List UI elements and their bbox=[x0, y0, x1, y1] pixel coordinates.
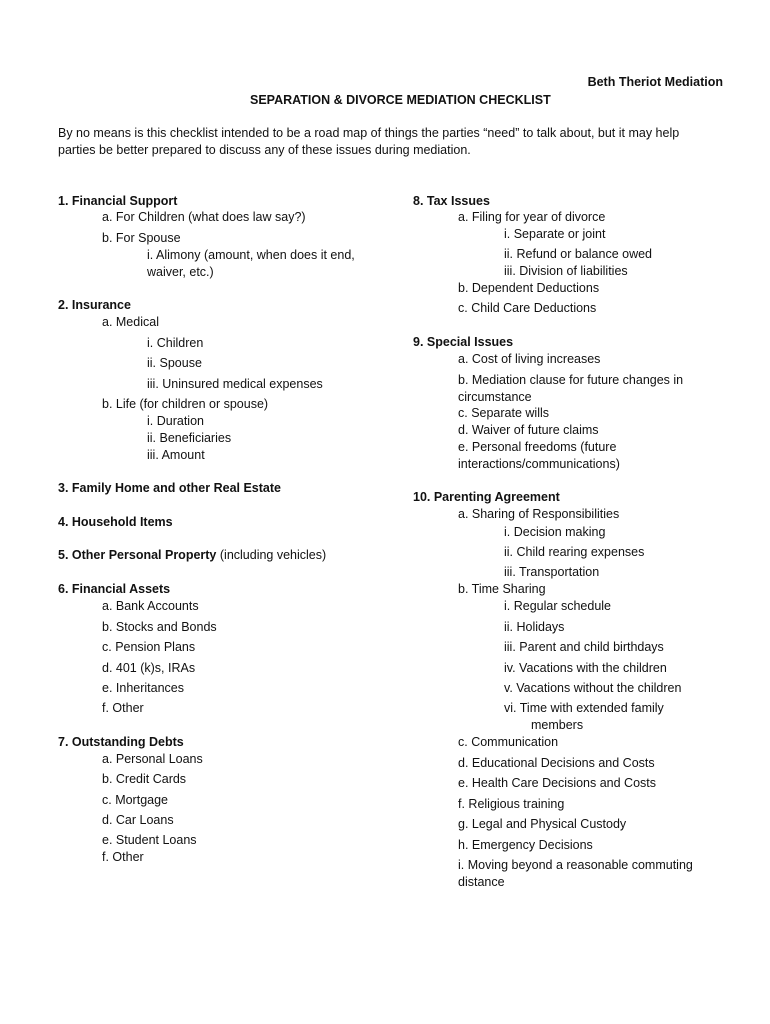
list-item: c. Child Care Deductions bbox=[458, 301, 597, 315]
list-item: iii. Transportation bbox=[504, 565, 600, 579]
list-item: iii. Division of liabilities bbox=[504, 264, 628, 278]
list-item: h. Emergency Decisions bbox=[458, 838, 593, 852]
list-item: i. Regular schedule bbox=[504, 599, 612, 613]
list-item: circumstance bbox=[458, 390, 532, 404]
list-item: e. Health Care Decisions and Costs bbox=[458, 776, 657, 790]
section-tax-issues-heading: 8. Tax Issues bbox=[413, 194, 490, 208]
list-item: b. Dependent Deductions bbox=[458, 281, 600, 295]
list-item: d. Car Loans bbox=[102, 813, 174, 827]
document-title: SEPARATION & DIVORCE MEDIATION CHECKLIST bbox=[250, 93, 551, 107]
list-item: a. Personal Loans bbox=[102, 752, 203, 766]
section-financial-assets-heading: 6. Financial Assets bbox=[58, 582, 171, 596]
list-item: a. For Children (what does law say?) bbox=[102, 210, 306, 224]
section-other-personal-property-heading bbox=[58, 547, 326, 564]
list-item: d. Educational Decisions and Costs bbox=[458, 756, 655, 770]
list-item: i. Moving beyond a reasonable commuting bbox=[458, 858, 693, 872]
list-item: i. Alimony (amount, when does it end, bbox=[147, 248, 355, 262]
list-item: a. Bank Accounts bbox=[102, 599, 199, 613]
list-item: members bbox=[531, 718, 584, 732]
list-item: a. Sharing of Responsibilities bbox=[458, 507, 620, 521]
list-item: ii. Holidays bbox=[504, 620, 565, 634]
list-item: f. Other bbox=[102, 701, 144, 715]
intro-paragraph: By no means is this checklist intended to be a road map of things the parties “need” to talk about, but it may help parties be better prepared to discuss any of these issues during mediation. bbox=[58, 126, 680, 157]
list-item: i. Children bbox=[147, 336, 204, 350]
list-item: b. Credit Cards bbox=[102, 772, 187, 786]
section-insurance-heading: 2. Insurance bbox=[58, 298, 131, 312]
list-item: iv. Vacations with the children bbox=[504, 661, 667, 675]
list-item: c. Pension Plans bbox=[102, 640, 196, 654]
list-item: a. Medical bbox=[102, 315, 159, 329]
list-item: ii. Spouse bbox=[147, 356, 202, 370]
organization-name: Beth Theriot Mediation bbox=[587, 75, 723, 89]
list-item: a. Filing for year of divorce bbox=[458, 210, 606, 224]
list-item: iii. Uninsured medical expenses bbox=[147, 377, 323, 391]
list-item: b. Stocks and Bonds bbox=[102, 620, 217, 634]
list-item: i. Separate or joint bbox=[504, 227, 606, 241]
section-household-items-heading: 4. Household Items bbox=[58, 515, 173, 529]
list-item: vi. Time with extended family bbox=[504, 701, 664, 715]
list-item: b. For Spouse bbox=[102, 231, 181, 245]
list-item: e. Student Loans bbox=[102, 833, 197, 847]
section-special-issues-heading: 9. Special Issues bbox=[413, 335, 514, 349]
list-item: i. Duration bbox=[147, 414, 204, 428]
list-item: c. Separate wills bbox=[458, 406, 550, 420]
section-outstanding-debts-heading: 7. Outstanding Debts bbox=[58, 735, 184, 749]
section-suffix: (including vehicles) bbox=[219, 548, 327, 562]
list-item: c. Communication bbox=[458, 735, 559, 749]
list-item: waiver, etc.) bbox=[147, 265, 214, 279]
list-item: g. Legal and Physical Custody bbox=[458, 817, 627, 831]
list-item: ii. Beneficiaries bbox=[147, 431, 232, 445]
list-item: a. Cost of living increases bbox=[458, 352, 601, 366]
section-title: 5. Other Personal Property bbox=[58, 548, 217, 562]
list-item: e. Inheritances bbox=[102, 681, 184, 695]
list-item: v. Vacations without the children bbox=[504, 681, 682, 695]
list-item: ii. Child rearing expenses bbox=[504, 545, 645, 559]
list-item: b. Life (for children or spouse) bbox=[102, 397, 269, 411]
list-item: f. Religious training bbox=[458, 797, 565, 811]
list-item: d. 401 (k)s, IRAs bbox=[102, 661, 196, 675]
list-item: ii. Refund or balance owed bbox=[504, 247, 653, 261]
list-item: i. Decision making bbox=[504, 525, 606, 539]
list-item: b. Time Sharing bbox=[458, 582, 546, 596]
list-item: iii. Amount bbox=[147, 448, 205, 462]
list-item: distance bbox=[458, 875, 505, 889]
section-parenting-agreement-heading: 10. Parenting Agreement bbox=[413, 490, 560, 504]
list-item: e. Personal freedoms (future bbox=[458, 440, 617, 454]
list-item: interactions/communications) bbox=[458, 457, 620, 471]
list-item: c. Mortgage bbox=[102, 793, 169, 807]
section-financial-support-heading: 1. Financial Support bbox=[58, 194, 178, 208]
list-item: iii. Parent and child birthdays bbox=[504, 640, 664, 654]
section-family-home-heading: 3. Family Home and other Real Estate bbox=[58, 481, 281, 495]
list-item: f. Other bbox=[102, 850, 144, 864]
list-item: d. Waiver of future claims bbox=[458, 423, 599, 437]
list-item: b. Mediation clause for future changes in bbox=[458, 373, 684, 387]
